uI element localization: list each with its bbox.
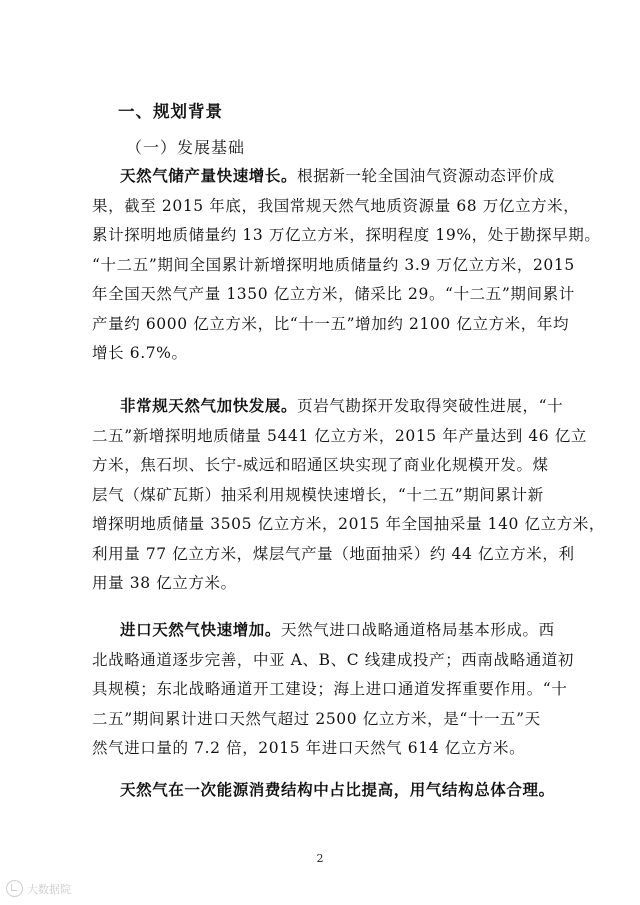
paragraph-lead: 进口天然气快速增加。 bbox=[120, 621, 282, 639]
paragraph-line: 方米，焦石坝、长宁-威远和昭通区块实现了商业化规模开发。煤 bbox=[92, 456, 549, 474]
paragraph-line: 增探明地质储量 3505 亿立方米，2015 年全国抽采量 140 亿立方米， bbox=[92, 515, 606, 533]
paragraph-line: 用量 38 亿立方米。 bbox=[92, 574, 237, 592]
paragraph-line: 北战略通道逐步完善，中亚 A、B、C 线建成投产；西南战略通道初 bbox=[92, 650, 574, 669]
paragraph-line: 天然气储产量快速增长。根据新一轮全国油气资源动态评价成 bbox=[120, 167, 555, 185]
section-heading: 一、规划背景 bbox=[118, 102, 223, 121]
paragraph-line bbox=[92, 776, 554, 806]
page-number: 2 bbox=[316, 852, 324, 865]
paragraph-line: 进口天然气快速增加。天然气进口战略通道格局基本形成。西 bbox=[120, 621, 555, 639]
paragraph-line: 年全国天然气产量 1350 亿立方米，储采比 29。“十二五”期间累计 bbox=[92, 285, 575, 303]
paragraph-line: 增长 6.7%。 bbox=[92, 344, 188, 362]
paragraph-line: 然气进口量的 7.2 倍，2015 年进口天然气 614 亿立方米。 bbox=[92, 739, 526, 757]
paragraph-lead: 天然气储产量快速增长。 bbox=[120, 167, 298, 185]
paragraph-imported-gas bbox=[92, 616, 574, 764]
paragraph-lead: 非常规天然气加快发展。 bbox=[120, 397, 298, 415]
paragraph-lead: 天然气在一次能源消费结构中占比提高，用气结构总体合理。 bbox=[120, 781, 555, 799]
paragraph-unconventional-gas bbox=[92, 392, 606, 599]
paragraph-line: 产量约 6000 亿立方米，比“十一五”增加约 2100 亿立方米，年均 bbox=[92, 314, 570, 333]
paragraph-line: “十二五”期间全国累计新增探明地质储量约 3.9 万亿立方米，2015 bbox=[92, 255, 575, 274]
paragraph-line: 二五”期间累计进口天然气超过 2500 亿立方米，是“十一五”天 bbox=[92, 709, 541, 728]
subsection-heading: （一）发展基础 bbox=[126, 138, 246, 157]
paragraph-line: 利用量 77 亿立方米，煤层气产量（地面抽采）约 44 亿立方米，利 bbox=[92, 544, 575, 563]
paragraph-line: 非常规天然气加快发展。页岩气勘探开发取得突破性进展，“十 bbox=[120, 397, 564, 415]
paragraph-line: 具规模；东北战略通道开工建设；海上进口通道发挥重要作用。“十 bbox=[92, 680, 568, 698]
paragraph-line: 层气（煤矿瓦斯）抽采利用规模快速增长，“十二五”期间累计新 bbox=[92, 485, 544, 504]
paragraph-line: 果，截至 2015 年底，我国常规天然气地质资源量 68 万亿立方米， bbox=[92, 196, 580, 215]
paragraph-energy-structure bbox=[92, 776, 554, 806]
watermark-text: 大数据院 bbox=[27, 882, 71, 896]
paragraph-line: 二五”新增探明地质储量 5441 亿立方米，2015 年产量达到 46 亿立 bbox=[92, 426, 587, 445]
paragraph-gas-production bbox=[92, 162, 601, 369]
paragraph-line: 累计探明地质储量约 13 万亿立方米，探明程度 19%，处于勘探早期。 bbox=[92, 226, 601, 244]
watermark bbox=[6, 880, 71, 897]
watermark-logo-icon bbox=[6, 880, 23, 897]
